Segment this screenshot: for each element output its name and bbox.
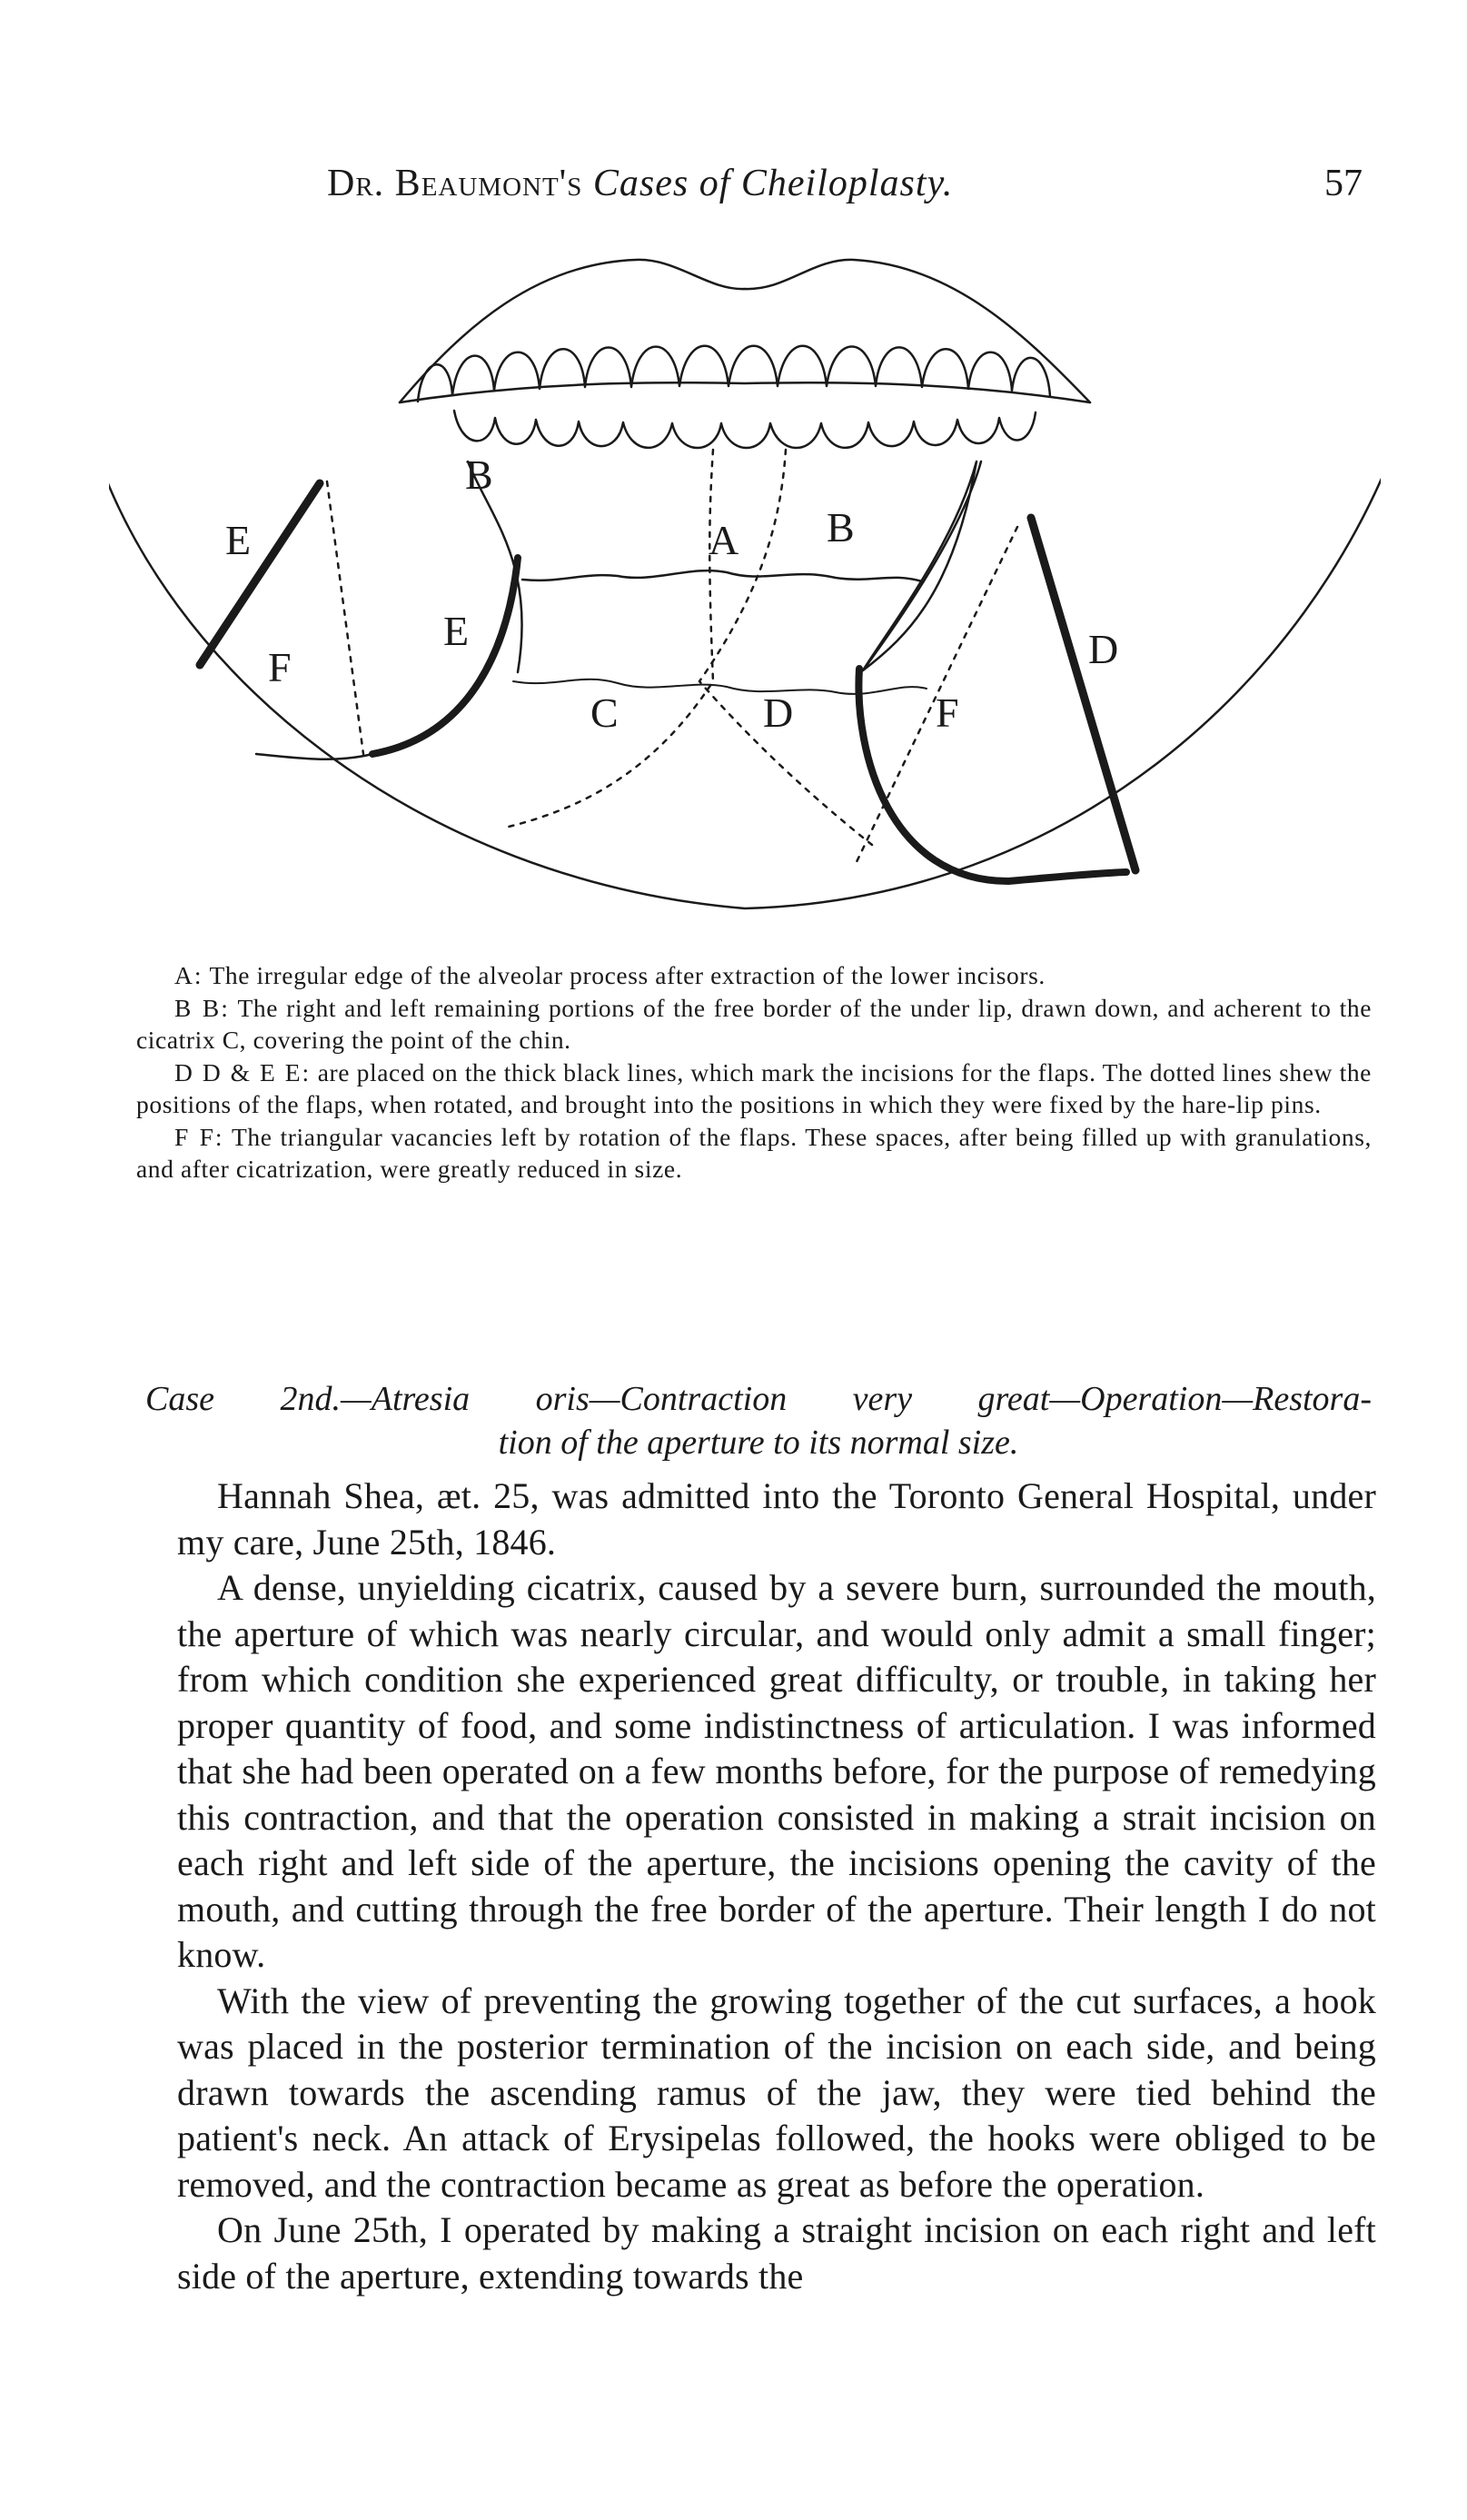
cheiloplasty-figure xyxy=(109,245,1381,954)
paragraph: A dense, unyielding cicatrix, caused by a severe burn, surrounded the mouth, the aperture of which was nearly circular, and would only admit a small finger; from which condition she experienced great difficulty, or trouble, in taking her proper quantity of food, and some indistinctness of articulation. I was informed that she had been operated on a few months before, for the purpose of remedying this contraction, and that the operation consisted in making a strait incision on each right and left side of the aperture, the incisions opening the cavity of the mouth, and cutting through the free border of the aperture. Their length I do not know. xyxy=(177,1567,1376,1975)
paragraph: On June 25th, I operated by making a straight incision on each right and left side of the aperture, extending towards the xyxy=(177,2209,1376,2297)
upper-lip-outline xyxy=(400,260,1090,402)
label-d-left: D xyxy=(763,690,794,736)
label-e-left: E xyxy=(225,517,252,563)
caption-ff: F F: The triangular vacancies left by rotation of the flaps. These spaces, after being filled up with granulations, and after cicatrization, were greatly reduced in size. xyxy=(136,1122,1373,1183)
alveolar-edge xyxy=(522,570,922,581)
dotted-c-left xyxy=(509,450,713,827)
label-b-right: B xyxy=(827,504,855,551)
case-heading xyxy=(145,1377,1372,1464)
e-thick-line xyxy=(200,483,320,665)
case-heading-line-1: Case 2nd.—Atresia oris—Contraction very great—Operation—Restora- xyxy=(145,1380,1372,1418)
e-incision-curve xyxy=(372,558,518,754)
label-d-right: D xyxy=(1088,626,1119,672)
right-b-flap-edge xyxy=(863,461,981,670)
running-title xyxy=(327,162,953,205)
label-e-mid: E xyxy=(443,608,470,654)
caption-bb: B B: The right and left remaining portions of the free border of the under lip, drawn down, and acherent to the cicatrix C, covering the point of the chin. xyxy=(136,993,1372,1054)
label-a: A xyxy=(709,517,739,563)
figure-caption xyxy=(136,959,1372,1186)
case-heading-line-2: tion of the aperture to its normal size. xyxy=(498,1424,1019,1462)
left-base-line xyxy=(256,754,372,759)
label-f-left: F xyxy=(268,644,292,690)
body-text xyxy=(177,1473,1376,2299)
lower-teeth xyxy=(454,411,1036,448)
right-b-flap xyxy=(863,461,976,670)
paragraph: With the view of preventing the growing together of the cut surfaces, a hook was placed in the posterior termination of the incision on each side, and being drawn towards the ascending ramus of the jaw, they were tied behind the patient's neck. An attack of Erysipelas followed, the hooks were obliged to be removed, and the contraction became as great as before the operation. xyxy=(177,1979,1376,2205)
label-f-right: F xyxy=(936,690,959,736)
running-title-italic: Cases of Cheiloplasty. xyxy=(592,163,954,204)
mouth-line xyxy=(400,382,1090,402)
label-c: C xyxy=(590,690,619,736)
paragraph: Hannah Shea, æt. 25, was admitted into the Toronto General Hospital, under my care, June 25th, 1846. xyxy=(177,1475,1376,1563)
label-b-left: B xyxy=(465,451,493,498)
figure-drawing xyxy=(109,245,1381,954)
d-thick-line xyxy=(1031,518,1135,870)
left-dotted-triangle xyxy=(327,481,363,754)
caption-a: A: The irregular edge of the alveolar process after extraction of the lower incisors. xyxy=(174,961,1046,989)
running-header xyxy=(327,162,1363,216)
alveolar-edge-lower xyxy=(513,680,927,694)
caption-dd-ee: D D & E E: are placed on the thick black lines, which mark the incisions for the flaps. The dotted lines shew the positions of the flaps, when rotated, and brought into the positions in which they were fixed by the hare-lip pins. xyxy=(136,1057,1372,1118)
page-number: 57 xyxy=(1324,163,1363,204)
running-title-author: Dr. Beaumont's xyxy=(327,163,583,204)
upper-teeth xyxy=(418,346,1050,402)
